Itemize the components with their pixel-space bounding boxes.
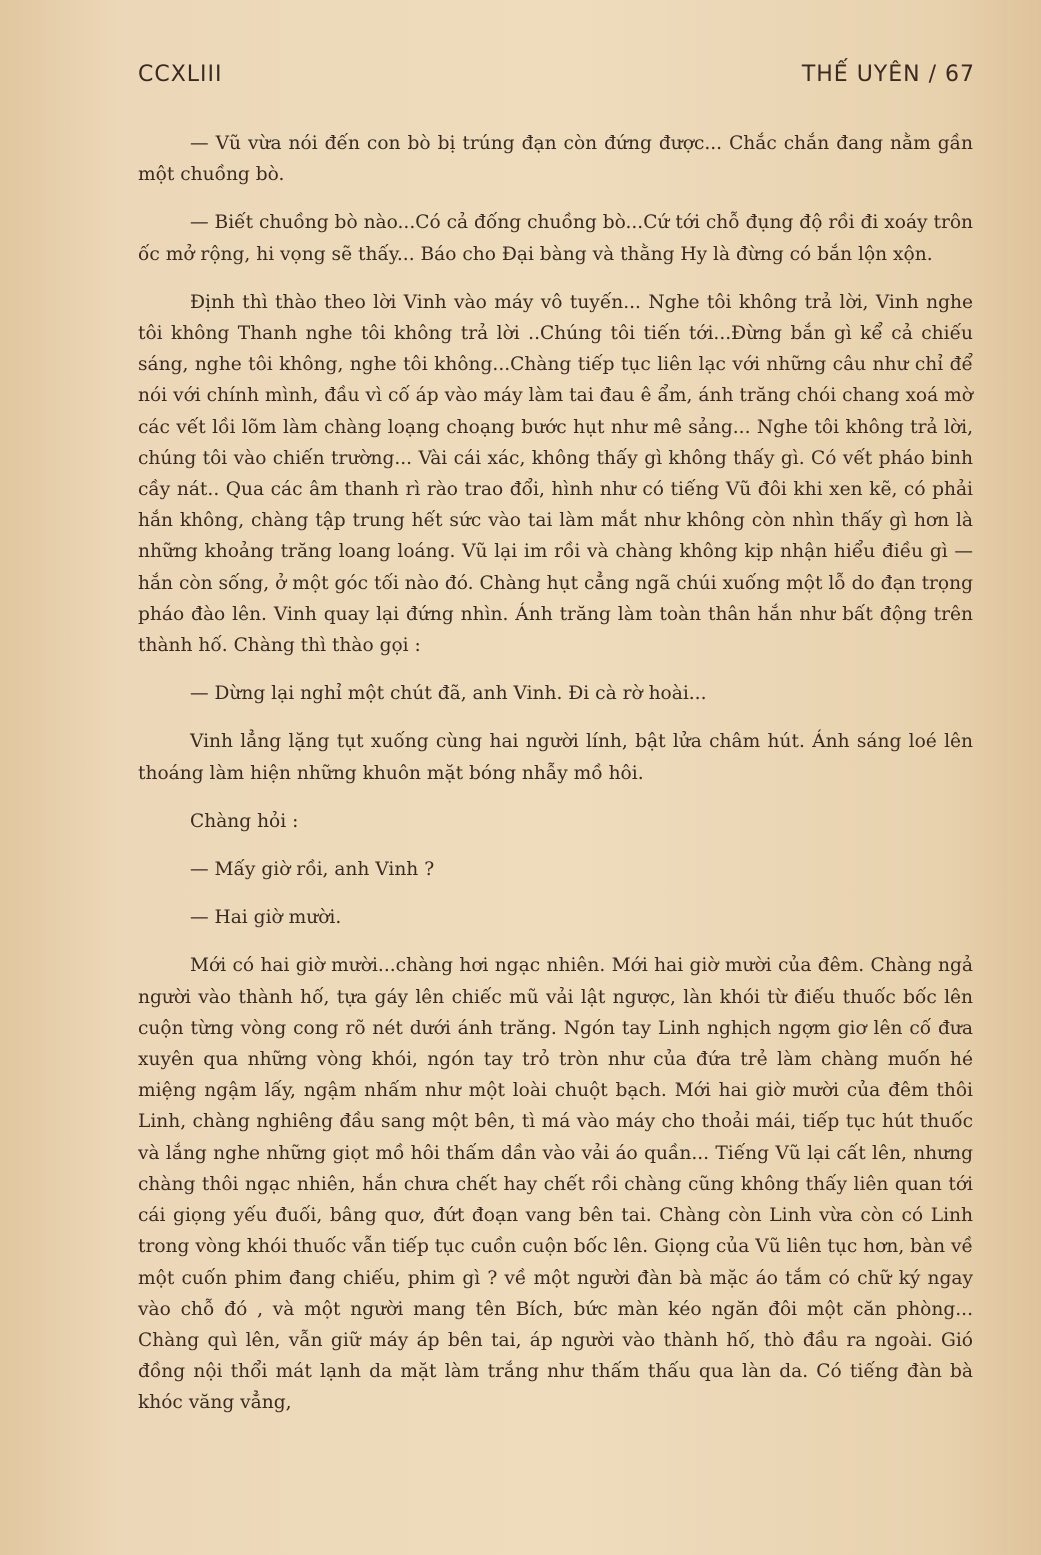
dialogue-paragraph: — Biết chuồng bò nào...Có cả đống chuồng bò...Cứ tới chỗ đụng độ rồi đi xoáy trôn ốc mở rộng, hi vọng sẽ thấy... Báo cho Đại bàng và thằng Hy là đừng có bắn lộn xộn.: [138, 212, 973, 265]
author-page-number: THẾ UYÊN / 67: [801, 62, 975, 87]
dialogue-paragraph: — Vũ vừa nói đến con bò bị trúng đạn còn đứng được... Chắc chắn đang nằm gần một chuồng bò.: [138, 133, 973, 186]
dialogue-paragraph: — Dừng lại nghỉ một chút đã, anh Vinh. Đi cà rờ hoài...: [190, 683, 707, 705]
chapter-number: CCXLIII: [138, 62, 223, 87]
body-paragraph: Vinh lẳng lặng tụt xuống cùng hai người lính, bật lửa châm hút. Ánh sáng loé lên thoáng làm hiện những khuôn mặt bóng nhẫy mồ hôi.: [138, 731, 973, 784]
page-header: [138, 62, 975, 98]
page-body: [138, 128, 973, 1419]
body-paragraph: Chàng hỏi :: [190, 810, 299, 832]
dialogue-paragraph: — Hai giờ mười.: [190, 907, 342, 929]
body-paragraph: Mới có hai giờ mười...chàng hơi ngạc nhiên. Mới hai giờ mười của đêm. Chàng ngả người vào thành hố, tựa gáy lên chiếc mũ vải lật ngược, làn khói từ điếu thuốc bốc lên cuộn từng vòng cong rõ nét dưới ánh trăng. Ngón tay Linh nghịch ngợm giơ lên cố đưa xuyên qua những vòng khói, ngón tay trỏ tròn như của đứa trẻ làm chàng muốn hé miệng ngậm lấy, ngậm nhấm như một loài chuột bạch. Mới hai giờ mười của đêm thôi Linh, chàng nghiêng đầu sang một bên, tì má vào máy cho thoải mái, tiếp tục hút thuốc và lắng nghe những giọt mồ hôi thấm dần vào vải áo quần... Tiếng Vũ lại cất lên, nhưng chàng thôi ngạc nhiên, hắn chưa chết hay chết rồi chàng cũng không thấy liên quan tới cái giọng yếu đuối, bâng quơ, đứt đoạn vang bên tai. Chàng còn Linh vừa còn có Linh trong vòng khói thuốc vẫn tiếp tục cuồn cuộn bốc lên. Giọng của Vũ liên tục hơn, bàn về một cuốn phim đang chiếu, phim gì ? về một người đàn bà mặc áo tắm có chữ ký ngay vào chỗ đó , và một người mang tên Bích, bức màn kéo ngăn đôi một căn phòng... Chàng quì lên, vẫn giữ máy áp bên tai, áp người vào thành hố, thò đầu ra ngoài. Gió đồng nội thổi mát lạnh da mặt làm trắng như thấm thấu qua làn da. Có tiếng đàn bà khóc văng vẳng,: [138, 955, 973, 1414]
dialogue-paragraph: — Mấy giờ rồi, anh Vinh ?: [190, 859, 435, 881]
body-paragraph: Định thì thào theo lời Vinh vào máy vô tuyến... Nghe tôi không trả lời, Vinh nghe tôi không Thanh nghe tôi không trả lời ..Chúng tôi tiến tới...Đừng bắn gì kể cả chiếu sáng, nghe tôi không, nghe tôi không...Chàng tiếp tục liên lạc với những câu như chỉ để nói với chính mình, đầu vì cố áp vào máy làm tai đau ê ẩm, ánh trăng chói chang xoá mờ các vết lồi lõm làm chàng loạng choạng bước hụt như mê sảng... Nghe tôi không trả lời, chúng tôi vào chiến trường... Vài cái xác, không thấy gì không thấy gì. Có vết pháo binh cầy nát.. Qua các âm thanh rì rào trao đổi, hình như có tiếng Vũ đôi khi xen kẽ, có phải hắn không, chàng tập trung hết sức vào tai làm mắt như không còn nhìn thấy gì hơn là những khoảng trăng loang loáng. Vũ lại im rồi và chàng không kịp nhận hiểu điều gì — hắn còn sống, ở một góc tối nào đó. Chàng hụt cẳng ngã chúi xuống một lỗ do đạn trọng pháo đào lên. Vinh quay lại đứng nhìn. Ánh trăng làm toàn thân hắn như bất động trên thành hố. Chàng thì thào gọi :: [138, 291, 973, 657]
